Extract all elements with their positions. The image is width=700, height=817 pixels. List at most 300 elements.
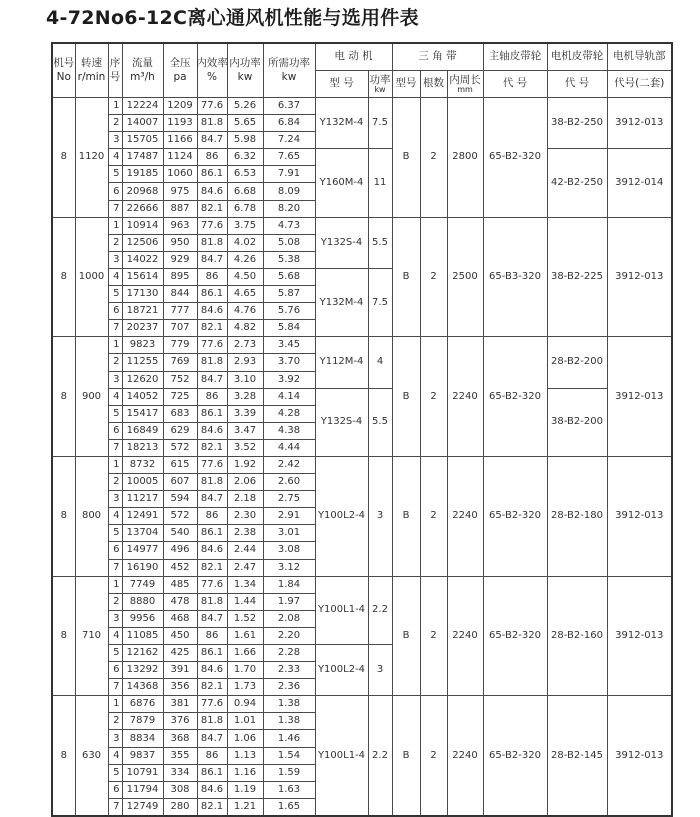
- col-belt-length: 内周长 mm: [447, 71, 483, 98]
- motor-power-cell: 2.2: [368, 696, 392, 816]
- motor-power-cell: 5.5: [368, 217, 392, 268]
- internal-power-cell: 1.44: [227, 593, 263, 610]
- internal-power-cell: 2.38: [227, 525, 263, 542]
- seq-cell: 6: [108, 662, 122, 679]
- motor-model-cell: Y100L2-4: [315, 645, 368, 696]
- motor-power-cell: 7.5: [368, 268, 392, 336]
- col-main-pulley-code: 代 号: [483, 71, 547, 98]
- internal-power-cell: 1.73: [227, 679, 263, 696]
- efficiency-cell: 81.8: [197, 354, 227, 371]
- belt-type-cell: B: [392, 337, 420, 457]
- seq-cell: 1: [108, 576, 122, 593]
- flow-cell: 20968: [122, 183, 163, 200]
- efficiency-cell: 82.1: [197, 559, 227, 576]
- flow-cell: 22666: [122, 200, 163, 217]
- main-pulley-cell: 65-B2-320: [483, 696, 547, 816]
- required-power-cell: 1.84: [263, 576, 315, 593]
- fan-spec-table: [51, 42, 673, 817]
- internal-power-cell: 3.47: [227, 422, 263, 439]
- flow-cell: 7749: [122, 576, 163, 593]
- required-power-cell: 1.38: [263, 696, 315, 713]
- efficiency-cell: 77.6: [197, 217, 227, 234]
- motor-power-cell: 4: [368, 337, 392, 388]
- motor-pulley-cell: 28-B2-160: [547, 576, 607, 696]
- pressure-cell: 929: [163, 251, 197, 268]
- internal-power-cell: 4.02: [227, 234, 263, 251]
- motor-power-cell: 11: [368, 149, 392, 217]
- rail-code-cell: 3912-013: [607, 337, 672, 457]
- required-power-cell: 5.38: [263, 251, 315, 268]
- flow-cell: 15705: [122, 132, 163, 149]
- seq-cell: 5: [108, 405, 122, 422]
- pressure-cell: 895: [163, 268, 197, 285]
- flow-cell: 18721: [122, 303, 163, 320]
- motor-model-cell: Y132S-4: [315, 388, 368, 456]
- flow-cell: 15614: [122, 268, 163, 285]
- internal-power-cell: 2.44: [227, 542, 263, 559]
- internal-power-cell: 1.06: [227, 730, 263, 747]
- motor-pulley-cell: 28-B2-180: [547, 456, 607, 576]
- seq-cell: 1: [108, 217, 122, 234]
- flow-cell: 19185: [122, 166, 163, 183]
- efficiency-cell: 77.6: [197, 456, 227, 473]
- required-power-cell: 4.28: [263, 405, 315, 422]
- required-power-cell: 5.76: [263, 303, 315, 320]
- rpm-cell: 630: [75, 696, 108, 816]
- pressure-cell: 308: [163, 781, 197, 798]
- flow-cell: 8732: [122, 456, 163, 473]
- internal-power-cell: 2.30: [227, 508, 263, 525]
- seq-cell: 7: [108, 439, 122, 456]
- motor-pulley-cell: 42-B2-250: [547, 149, 607, 217]
- seq-cell: 4: [108, 268, 122, 285]
- internal-power-cell: 4.65: [227, 286, 263, 303]
- belt-length-cell: 2240: [447, 456, 483, 576]
- motor-model-cell: Y132M-4: [315, 98, 368, 149]
- flow-cell: 14368: [122, 679, 163, 696]
- internal-power-cell: 2.47: [227, 559, 263, 576]
- spec-row: [52, 149, 672, 166]
- seq-cell: 4: [108, 627, 122, 644]
- col-rail-code: 代号(二套): [607, 71, 672, 98]
- belt-type-cell: B: [392, 456, 420, 576]
- efficiency-cell: 86: [197, 149, 227, 166]
- col-group-motor: 电 动 机: [315, 43, 392, 71]
- pressure-cell: 1193: [163, 115, 197, 132]
- required-power-cell: 3.08: [263, 542, 315, 559]
- spec-row: [52, 456, 672, 473]
- efficiency-cell: 82.1: [197, 320, 227, 337]
- internal-power-cell: 4.50: [227, 268, 263, 285]
- main-pulley-cell: 65-B2-320: [483, 98, 547, 218]
- belt-length-cell: 2240: [447, 337, 483, 457]
- col-speed: 转速 r/min: [75, 43, 108, 98]
- pressure-cell: 707: [163, 320, 197, 337]
- col-motor-model: 型 号: [315, 71, 368, 98]
- seq-cell: 7: [108, 200, 122, 217]
- belt-strands-cell: 2: [420, 696, 447, 816]
- pressure-cell: 572: [163, 508, 197, 525]
- belt-length-cell: 2240: [447, 576, 483, 696]
- efficiency-cell: 86.1: [197, 525, 227, 542]
- col-pressure: 全压 pa: [163, 43, 197, 98]
- pressure-cell: 391: [163, 662, 197, 679]
- seq-cell: 5: [108, 645, 122, 662]
- col-seq: 序 号: [108, 43, 122, 98]
- seq-cell: 1: [108, 456, 122, 473]
- pressure-cell: 777: [163, 303, 197, 320]
- flow-cell: 10005: [122, 474, 163, 491]
- efficiency-cell: 77.6: [197, 576, 227, 593]
- belt-strands-cell: 2: [420, 98, 447, 218]
- required-power-cell: 8.20: [263, 200, 315, 217]
- motor-power-cell: 2.2: [368, 576, 392, 644]
- pressure-cell: 950: [163, 234, 197, 251]
- machine-no-cell: 8: [52, 576, 75, 696]
- internal-power-cell: 1.19: [227, 781, 263, 798]
- seq-cell: 5: [108, 166, 122, 183]
- motor-model-cell: Y112M-4: [315, 337, 368, 388]
- required-power-cell: 1.54: [263, 747, 315, 764]
- flow-cell: 11794: [122, 781, 163, 798]
- motor-pulley-cell: 38-B2-225: [547, 217, 607, 337]
- internal-power-cell: 1.66: [227, 645, 263, 662]
- flow-cell: 9837: [122, 747, 163, 764]
- internal-power-cell: 1.70: [227, 662, 263, 679]
- seq-cell: 5: [108, 764, 122, 781]
- col-motor-pulley-code: 代 号: [547, 71, 607, 98]
- efficiency-cell: 84.6: [197, 781, 227, 798]
- flow-cell: 11255: [122, 354, 163, 371]
- machine-no-cell: 8: [52, 98, 75, 218]
- table-body: [52, 98, 672, 816]
- internal-power-cell: 2.18: [227, 491, 263, 508]
- seq-cell: 2: [108, 474, 122, 491]
- seq-cell: 6: [108, 781, 122, 798]
- flow-cell: 17130: [122, 286, 163, 303]
- col-group-rail: 电机导轨部: [607, 43, 672, 71]
- spec-row: [52, 337, 672, 354]
- seq-cell: 3: [108, 610, 122, 627]
- pressure-cell: 1060: [163, 166, 197, 183]
- rail-code-cell: 3912-013: [607, 98, 672, 149]
- belt-type-cell: B: [392, 696, 420, 816]
- pressure-cell: 594: [163, 491, 197, 508]
- required-power-cell: 5.08: [263, 234, 315, 251]
- flow-cell: 15417: [122, 405, 163, 422]
- seq-cell: 4: [108, 747, 122, 764]
- flow-cell: 14052: [122, 388, 163, 405]
- required-power-cell: 6.84: [263, 115, 315, 132]
- flow-cell: 11085: [122, 627, 163, 644]
- efficiency-cell: 82.1: [197, 798, 227, 816]
- pressure-cell: 572: [163, 439, 197, 456]
- page-title: 4-72No6-12C离心通风机性能与选用件表: [46, 7, 419, 29]
- belt-strands-cell: 2: [420, 576, 447, 696]
- internal-power-cell: 1.16: [227, 764, 263, 781]
- col-group-main-pulley: 主轴皮带轮: [483, 43, 547, 71]
- col-machine-no: 机号 No: [52, 43, 75, 98]
- efficiency-cell: 77.6: [197, 696, 227, 713]
- efficiency-cell: 86: [197, 747, 227, 764]
- flow-cell: 10914: [122, 217, 163, 234]
- required-power-cell: 2.28: [263, 645, 315, 662]
- seq-cell: 2: [108, 115, 122, 132]
- internal-power-cell: 6.68: [227, 183, 263, 200]
- internal-power-cell: 6.32: [227, 149, 263, 166]
- required-power-cell: 4.44: [263, 439, 315, 456]
- seq-cell: 3: [108, 251, 122, 268]
- required-power-cell: 7.65: [263, 149, 315, 166]
- pressure-cell: 844: [163, 286, 197, 303]
- belt-type-cell: B: [392, 98, 420, 218]
- flow-cell: 16190: [122, 559, 163, 576]
- col-group-motor-pulley: 电机皮带轮: [547, 43, 607, 71]
- pressure-cell: 725: [163, 388, 197, 405]
- efficiency-cell: 84.6: [197, 183, 227, 200]
- main-pulley-cell: 65-B3-320: [483, 217, 547, 337]
- flow-cell: 17487: [122, 149, 163, 166]
- required-power-cell: 2.91: [263, 508, 315, 525]
- required-power-cell: 5.68: [263, 268, 315, 285]
- efficiency-cell: 86.1: [197, 286, 227, 303]
- spec-row: [52, 696, 672, 713]
- flow-cell: 10791: [122, 764, 163, 781]
- pressure-cell: 975: [163, 183, 197, 200]
- efficiency-cell: 81.8: [197, 234, 227, 251]
- efficiency-cell: 84.7: [197, 251, 227, 268]
- pressure-cell: 887: [163, 200, 197, 217]
- efficiency-cell: 81.8: [197, 713, 227, 730]
- motor-model-cell: Y100L1-4: [315, 696, 368, 816]
- efficiency-cell: 84.6: [197, 662, 227, 679]
- machine-no-cell: 8: [52, 456, 75, 576]
- motor-model-cell: Y100L1-4: [315, 576, 368, 644]
- machine-no-cell: 8: [52, 217, 75, 337]
- efficiency-cell: 81.8: [197, 115, 227, 132]
- flow-cell: 11217: [122, 491, 163, 508]
- required-power-cell: 2.75: [263, 491, 315, 508]
- efficiency-cell: 86: [197, 627, 227, 644]
- motor-power-cell: 3: [368, 456, 392, 576]
- motor-pulley-cell: 28-B2-145: [547, 696, 607, 816]
- efficiency-cell: 86: [197, 388, 227, 405]
- flow-cell: 12620: [122, 371, 163, 388]
- internal-power-cell: 3.52: [227, 439, 263, 456]
- required-power-cell: 1.97: [263, 593, 315, 610]
- internal-power-cell: 3.39: [227, 405, 263, 422]
- required-power-cell: 3.92: [263, 371, 315, 388]
- pressure-cell: 425: [163, 645, 197, 662]
- internal-power-cell: 6.53: [227, 166, 263, 183]
- flow-cell: 18213: [122, 439, 163, 456]
- internal-power-cell: 3.10: [227, 371, 263, 388]
- flow-cell: 9956: [122, 610, 163, 627]
- efficiency-cell: 86.1: [197, 166, 227, 183]
- rail-code-cell: 3912-014: [607, 149, 672, 217]
- rail-code-cell: 3912-013: [607, 456, 672, 576]
- required-power-cell: 1.46: [263, 730, 315, 747]
- required-power-cell: 7.91: [263, 166, 315, 183]
- required-power-cell: 3.12: [263, 559, 315, 576]
- rail-code-cell: 3912-013: [607, 696, 672, 816]
- seq-cell: 2: [108, 234, 122, 251]
- flow-cell: 13292: [122, 662, 163, 679]
- pressure-cell: 1124: [163, 149, 197, 166]
- pressure-cell: 478: [163, 593, 197, 610]
- internal-power-cell: 1.01: [227, 713, 263, 730]
- efficiency-cell: 86.1: [197, 764, 227, 781]
- seq-cell: 4: [108, 149, 122, 166]
- seq-cell: 1: [108, 696, 122, 713]
- flow-cell: 12506: [122, 234, 163, 251]
- flow-cell: 8880: [122, 593, 163, 610]
- rail-code-cell: 3912-013: [607, 576, 672, 696]
- internal-power-cell: 1.92: [227, 456, 263, 473]
- efficiency-cell: 82.1: [197, 439, 227, 456]
- seq-cell: 6: [108, 542, 122, 559]
- pressure-cell: 752: [163, 371, 197, 388]
- pressure-cell: 769: [163, 354, 197, 371]
- col-belt-type: 型号: [392, 71, 420, 98]
- efficiency-cell: 84.7: [197, 132, 227, 149]
- internal-power-cell: 6.78: [227, 200, 263, 217]
- pressure-cell: 540: [163, 525, 197, 542]
- internal-power-cell: 2.06: [227, 474, 263, 491]
- pressure-cell: 280: [163, 798, 197, 816]
- required-power-cell: 2.36: [263, 679, 315, 696]
- internal-power-cell: 1.13: [227, 747, 263, 764]
- pressure-cell: 1209: [163, 98, 197, 115]
- pressure-cell: 615: [163, 456, 197, 473]
- flow-cell: 8834: [122, 730, 163, 747]
- machine-no-cell: 8: [52, 337, 75, 457]
- flow-cell: 12749: [122, 798, 163, 816]
- seq-cell: 3: [108, 730, 122, 747]
- belt-strands-cell: 2: [420, 456, 447, 576]
- required-power-cell: 3.45: [263, 337, 315, 354]
- belt-type-cell: B: [392, 217, 420, 337]
- flow-cell: 16849: [122, 422, 163, 439]
- required-power-cell: 2.20: [263, 627, 315, 644]
- rpm-cell: 1120: [75, 98, 108, 218]
- seq-cell: 3: [108, 491, 122, 508]
- efficiency-cell: 77.6: [197, 337, 227, 354]
- spec-row: [52, 576, 672, 593]
- seq-cell: 7: [108, 559, 122, 576]
- col-internal-power: 内功率 kw: [227, 43, 263, 98]
- pressure-cell: 468: [163, 610, 197, 627]
- internal-power-cell: 4.26: [227, 251, 263, 268]
- motor-pulley-cell: 38-B2-250: [547, 98, 607, 149]
- pressure-cell: 452: [163, 559, 197, 576]
- seq-cell: 1: [108, 337, 122, 354]
- spec-row: [52, 98, 672, 115]
- main-pulley-cell: 65-B2-320: [483, 456, 547, 576]
- rpm-cell: 900: [75, 337, 108, 457]
- efficiency-cell: 84.6: [197, 303, 227, 320]
- internal-power-cell: 1.52: [227, 610, 263, 627]
- flow-cell: 12224: [122, 98, 163, 115]
- col-group-belt: 三 角 带: [392, 43, 483, 71]
- seq-cell: 2: [108, 354, 122, 371]
- internal-power-cell: 4.76: [227, 303, 263, 320]
- internal-power-cell: 1.34: [227, 576, 263, 593]
- belt-strands-cell: 2: [420, 337, 447, 457]
- flow-cell: 14007: [122, 115, 163, 132]
- main-pulley-cell: 65-B2-320: [483, 337, 547, 457]
- required-power-cell: 4.38: [263, 422, 315, 439]
- pressure-cell: 779: [163, 337, 197, 354]
- pressure-cell: 485: [163, 576, 197, 593]
- pressure-cell: 683: [163, 405, 197, 422]
- flow-cell: 13704: [122, 525, 163, 542]
- pressure-cell: 1166: [163, 132, 197, 149]
- seq-cell: 6: [108, 303, 122, 320]
- col-efficiency: 内效率 %: [197, 43, 227, 98]
- efficiency-cell: 84.6: [197, 422, 227, 439]
- flow-cell: 14977: [122, 542, 163, 559]
- pressure-cell: 496: [163, 542, 197, 559]
- motor-pulley-cell: 28-B2-200: [547, 337, 607, 388]
- internal-power-cell: 1.21: [227, 798, 263, 816]
- internal-power-cell: 5.98: [227, 132, 263, 149]
- flow-cell: 14022: [122, 251, 163, 268]
- internal-power-cell: 5.26: [227, 98, 263, 115]
- col-belt-strands: 根数: [420, 71, 447, 98]
- seq-cell: 2: [108, 713, 122, 730]
- efficiency-cell: 81.8: [197, 593, 227, 610]
- main-pulley-cell: 65-B2-320: [483, 576, 547, 696]
- pressure-cell: 381: [163, 696, 197, 713]
- motor-power-cell: 7.5: [368, 98, 392, 149]
- flow-cell: 12491: [122, 508, 163, 525]
- seq-cell: 7: [108, 679, 122, 696]
- pressure-cell: 334: [163, 764, 197, 781]
- required-power-cell: 7.24: [263, 132, 315, 149]
- seq-cell: 3: [108, 371, 122, 388]
- belt-length-cell: 2500: [447, 217, 483, 337]
- internal-power-cell: 5.65: [227, 115, 263, 132]
- efficiency-cell: 77.6: [197, 98, 227, 115]
- required-power-cell: 2.08: [263, 610, 315, 627]
- spec-row: [52, 217, 672, 234]
- motor-model-cell: Y132M-4: [315, 268, 368, 336]
- pressure-cell: 356: [163, 679, 197, 696]
- seq-cell: 6: [108, 422, 122, 439]
- required-power-cell: 1.59: [263, 764, 315, 781]
- required-power-cell: 3.01: [263, 525, 315, 542]
- seq-cell: 6: [108, 183, 122, 200]
- motor-pulley-cell: 38-B2-200: [547, 388, 607, 456]
- required-power-cell: 2.60: [263, 474, 315, 491]
- internal-power-cell: 4.82: [227, 320, 263, 337]
- rpm-cell: 800: [75, 456, 108, 576]
- required-power-cell: 1.63: [263, 781, 315, 798]
- table-header: [52, 43, 672, 98]
- machine-no-cell: 8: [52, 696, 75, 816]
- internal-power-cell: 2.93: [227, 354, 263, 371]
- seq-cell: 3: [108, 132, 122, 149]
- flow-cell: 6876: [122, 696, 163, 713]
- efficiency-cell: 82.1: [197, 679, 227, 696]
- seq-cell: 4: [108, 388, 122, 405]
- belt-strands-cell: 2: [420, 217, 447, 337]
- col-required-power: 所需功率 kw: [263, 43, 315, 98]
- efficiency-cell: 86.1: [197, 645, 227, 662]
- required-power-cell: 3.70: [263, 354, 315, 371]
- rpm-cell: 710: [75, 576, 108, 696]
